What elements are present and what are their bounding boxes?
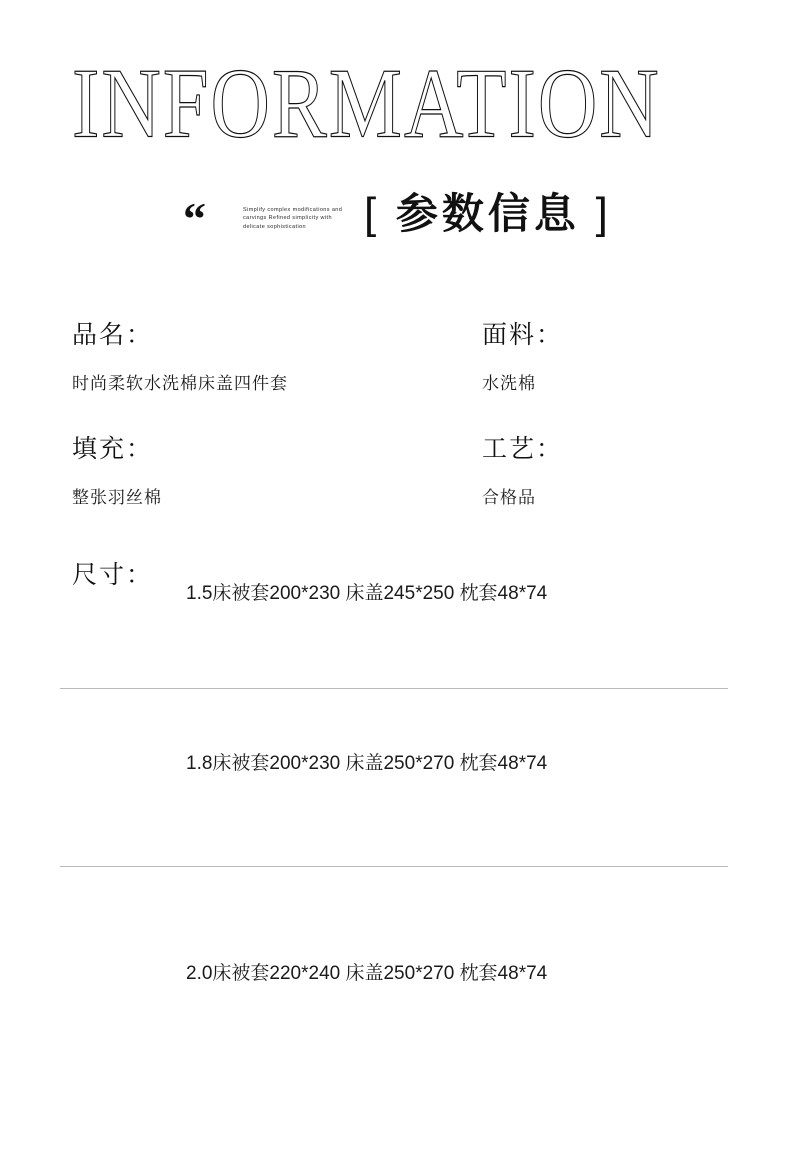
english-tagline: Simplify complex modifications and carvings Refined simplicity with delicate sophistication: [243, 207, 343, 230]
page-headline: INFORMATION: [72, 49, 661, 159]
size-item: 1.5床被套200*230 床盖245*250 枕套48*74: [186, 583, 548, 604]
size-item: 2.0床被套220*240 床盖250*270 枕套48*74: [186, 963, 548, 984]
spec-row: [0, 318, 790, 432]
size-item: 1.8床被套200*230 床盖250*270 枕套48*74: [186, 753, 548, 774]
bracket-right: ]: [595, 189, 612, 238]
spec-list: [0, 318, 790, 546]
spec-label: 品名：: [72, 321, 154, 349]
spec-value: 时尚柔软水洗棉床盖四件套: [72, 374, 288, 393]
spec-value: 水洗棉: [482, 374, 536, 393]
spec-item-filling: [72, 432, 162, 510]
spec-row: [0, 432, 790, 546]
quote-mark-icon: “: [183, 193, 206, 244]
spec-item-craft: [482, 432, 563, 510]
divider: [60, 866, 728, 867]
spec-value: 合格品: [482, 488, 536, 507]
spec-value: 整张羽丝棉: [72, 488, 162, 507]
bracket-left: [: [364, 189, 381, 238]
size-label: 尺寸：: [72, 561, 154, 589]
spec-label: 工艺：: [482, 435, 564, 463]
spec-label: 填充：: [72, 435, 154, 463]
spec-label: 面料：: [482, 321, 564, 349]
spec-item-product-name: [72, 318, 288, 396]
section-title: [364, 186, 612, 242]
section-title-text: 参数信息: [395, 190, 580, 237]
divider: [60, 688, 728, 689]
spec-item-fabric: [482, 318, 563, 396]
